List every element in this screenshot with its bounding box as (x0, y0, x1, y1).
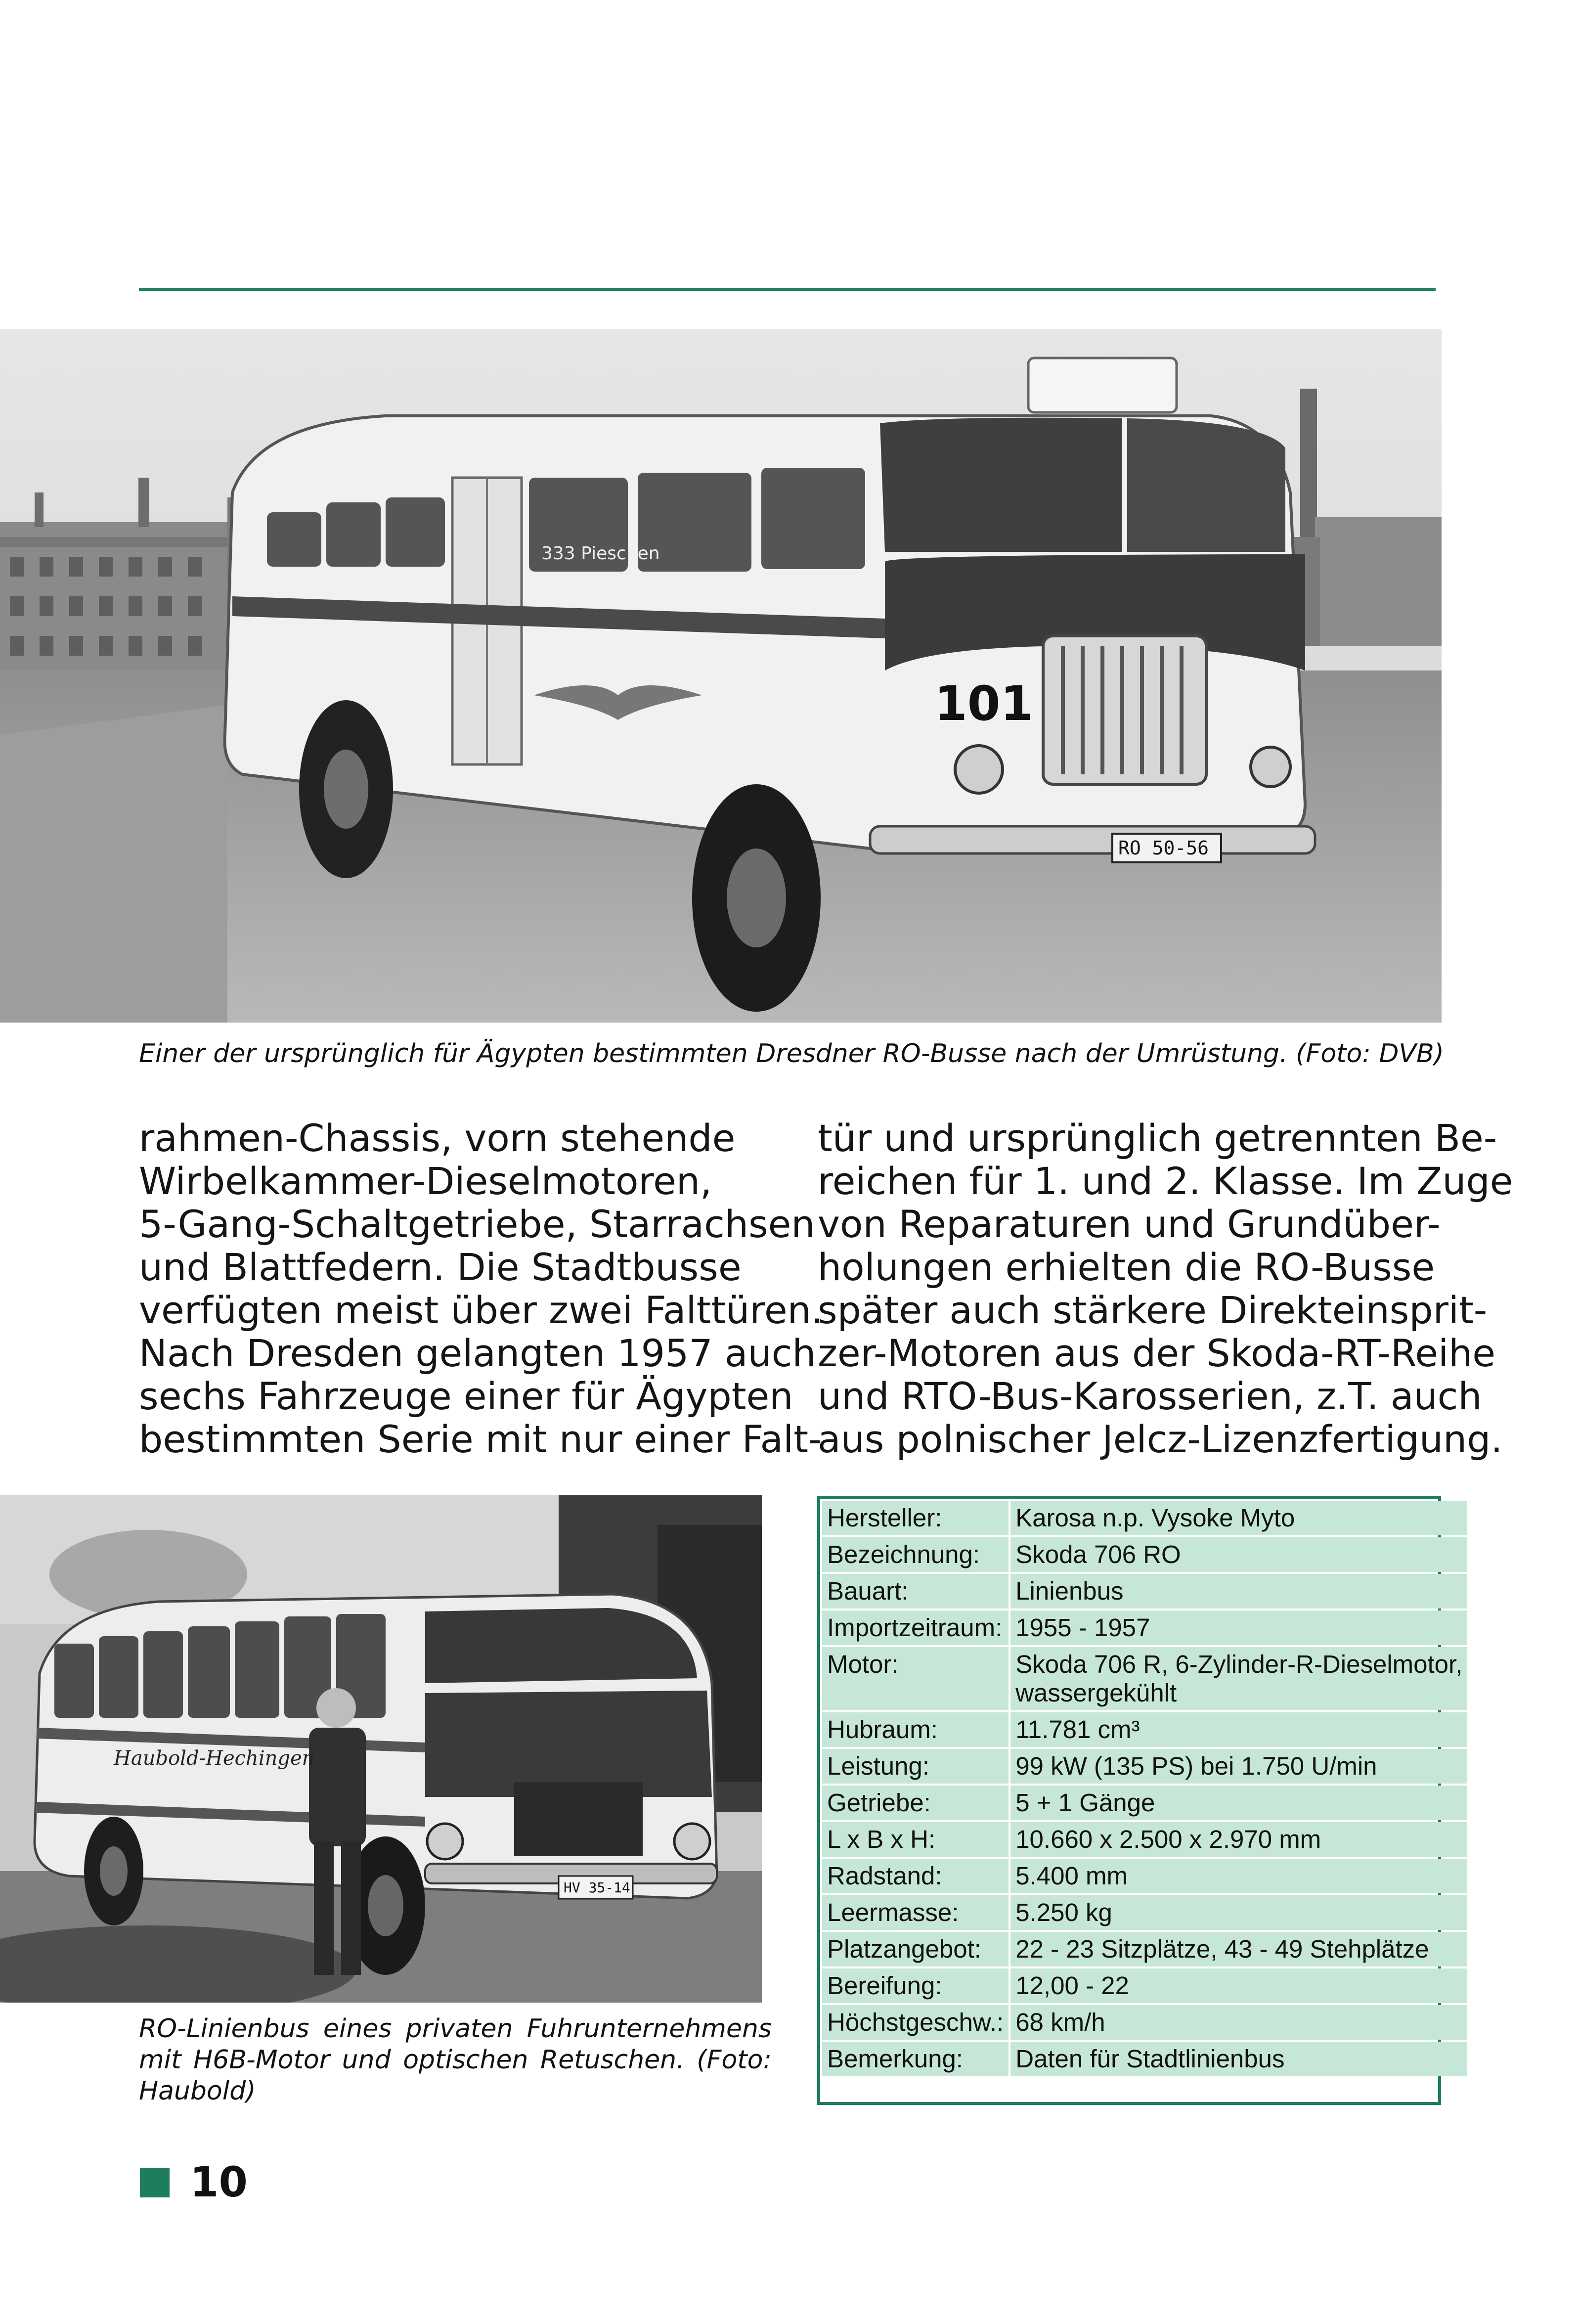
spec-label: Hubraum: (822, 1712, 1009, 1747)
spec-value-line: Karosa n.p. Vysoke Myto (1015, 1504, 1295, 1532)
spec-value-line: Linienbus (1015, 1577, 1124, 1605)
spec-value (1010, 1712, 1467, 1747)
spec-value (1010, 1749, 1467, 1784)
spec-value-line: Skoda 706 R, 6-Zylinder-R-Dieselmotor, (1015, 1650, 1463, 1678)
text-line: bestimmten Serie mit nur einer Falt- (139, 1417, 822, 1461)
spec-row (822, 1501, 1467, 1535)
spec-row (822, 1859, 1467, 1893)
text-line: Wirbelkammer-Dieselmotoren, (139, 1159, 712, 1203)
text-line: Nach Dresden gelangten 1957 auch (139, 1331, 816, 1375)
caption-top-photo: Einer der ursprünglich für Ägypten bestimmten Dresdner RO-Busse nach der Umrüstung. (Foto: DVB) (139, 1039, 1444, 1069)
text-line: reichen für 1. und 2. Klasse. Im Zuge (818, 1159, 1513, 1203)
spec-value (1010, 1932, 1467, 1966)
spec-label: Hersteller: (822, 1501, 1009, 1535)
spec-value (1010, 1574, 1467, 1609)
text-line: zer-Motoren aus der Skoda-RT-Reihe (818, 1331, 1496, 1375)
spec-value-line: 10.660 x 2.500 x 2.970 mm (1015, 1825, 1321, 1853)
spec-value-line: 1955 - 1957 (1015, 1613, 1150, 1642)
spec-row (822, 1749, 1467, 1784)
text-line: verfügten meist über zwei Falttüren. (139, 1288, 823, 1332)
spec-label: Bereifung: (822, 1968, 1009, 2003)
spec-value-line: 68 km/h (1015, 2008, 1105, 2036)
header-rule (139, 288, 1436, 291)
text-line: und Blattfedern. Die Stadtbusse (139, 1245, 742, 1289)
text-line: 5-Gang-Schaltgetriebe, Starrachsen (139, 1202, 815, 1246)
page-number: 10 (190, 2158, 248, 2206)
text-line: von Reparaturen und Grundüber- (818, 1202, 1441, 1246)
spec-value (1010, 1610, 1467, 1645)
spec-label: Bemerkung: (822, 2042, 1009, 2076)
spec-value (1010, 1786, 1467, 1820)
spec-value-line: 12,00 - 22 (1015, 1971, 1129, 2000)
spec-value (1010, 1537, 1467, 1572)
spec-value-line: 5.250 kg (1015, 1898, 1112, 1926)
destination-sign: 333 Pieschen (541, 543, 660, 564)
spec-row (822, 1647, 1467, 1710)
text-line: sechs Fahrzeuge einer für Ägypten (139, 1374, 793, 1418)
spec-table-grid (820, 1499, 1469, 2078)
photo-dresden-ro-bus (0, 329, 1442, 1023)
spec-label: Importzeitraum: (822, 1610, 1009, 1645)
spec-row (822, 2042, 1467, 2076)
body-text-left-column (139, 1116, 823, 1461)
spec-row (822, 1537, 1467, 1572)
photo-private-ro-bus-image (0, 1495, 762, 2003)
spec-label: Leermasse: (822, 1895, 1009, 1930)
license-plate-bottom: HV 35-14 (564, 1879, 630, 1896)
text-line: holungen erhielten die RO-Busse (818, 1245, 1435, 1289)
spec-label: Radstand: (822, 1859, 1009, 1893)
caption-bottom-photo: RO-Linienbus eines privaten Fuhrunternehmens mit H6B-Motor und optischen Retuschen. (Foto: Haubold) (139, 2014, 772, 2106)
spec-label: Platzangebot: (822, 1932, 1009, 1966)
text-line: später auch stärkere Direkteinsprit- (818, 1288, 1488, 1332)
spec-row (822, 1786, 1467, 1820)
spec-row (822, 1968, 1467, 2003)
spec-row (822, 1610, 1467, 1645)
page-marker-square (140, 2168, 170, 2197)
spec-label: L x B x H: (822, 1822, 1009, 1857)
spec-value-line: 99 kW (135 PS) bei 1.750 U/min (1015, 1752, 1377, 1780)
text-line: und RTO-Bus-Karosserien, z.T. auch (818, 1374, 1482, 1418)
spec-label: Motor: (822, 1647, 1009, 1710)
bus-side-lettering: Haubold-Hechingen (114, 1747, 315, 1770)
spec-value-line: 5 + 1 Gänge (1015, 1788, 1155, 1817)
spec-label: Bezeichnung: (822, 1537, 1009, 1572)
spec-table (817, 1496, 1463, 2105)
spec-value (1010, 1647, 1467, 1710)
spec-value-line: Skoda 706 RO (1015, 1540, 1181, 1568)
bus-number-label: 101 (934, 676, 1034, 731)
photo-dresden-ro-bus-image (0, 329, 1442, 1023)
spec-value-line: Daten für Stadtlinienbus (1015, 2045, 1285, 2073)
spec-label: Bauart: (822, 1574, 1009, 1609)
spec-value (1010, 1859, 1467, 1893)
spec-label: Höchstgeschw.: (822, 2005, 1009, 2040)
spec-value (1010, 1501, 1467, 1535)
spec-value-line: wassergekühlt (1015, 1679, 1177, 1707)
spec-row (822, 1822, 1467, 1857)
license-plate-top: RO 50-56 (1118, 837, 1209, 859)
spec-value (1010, 1968, 1467, 2003)
spec-row (822, 1712, 1467, 1747)
spec-row (822, 1574, 1467, 1609)
spec-row (822, 1932, 1467, 1966)
spec-value (1010, 1895, 1467, 1930)
spec-value-line: 22 - 23 Sitzplätze, 43 - 49 Stehplätze (1015, 1935, 1429, 1963)
body-text-right-column (818, 1116, 1513, 1461)
spec-label: Getriebe: (822, 1786, 1009, 1820)
photo-private-ro-bus (0, 1495, 762, 2003)
text-line: aus polnischer Jelcz-Lizenzfertigung. (818, 1417, 1503, 1461)
spec-row (822, 2005, 1467, 2040)
spec-value (1010, 1822, 1467, 1857)
spec-value (1010, 2042, 1467, 2076)
spec-label: Leistung: (822, 1749, 1009, 1784)
spec-value-line: 5.400 mm (1015, 1862, 1128, 1890)
spec-row (822, 1895, 1467, 1930)
spec-value (1010, 2005, 1467, 2040)
text-line: rahmen-Chassis, vorn stehende (139, 1116, 736, 1160)
spec-value-line: 11.781 cm³ (1015, 1715, 1140, 1743)
text-line: tür und ursprünglich getrennten Be- (818, 1116, 1497, 1160)
